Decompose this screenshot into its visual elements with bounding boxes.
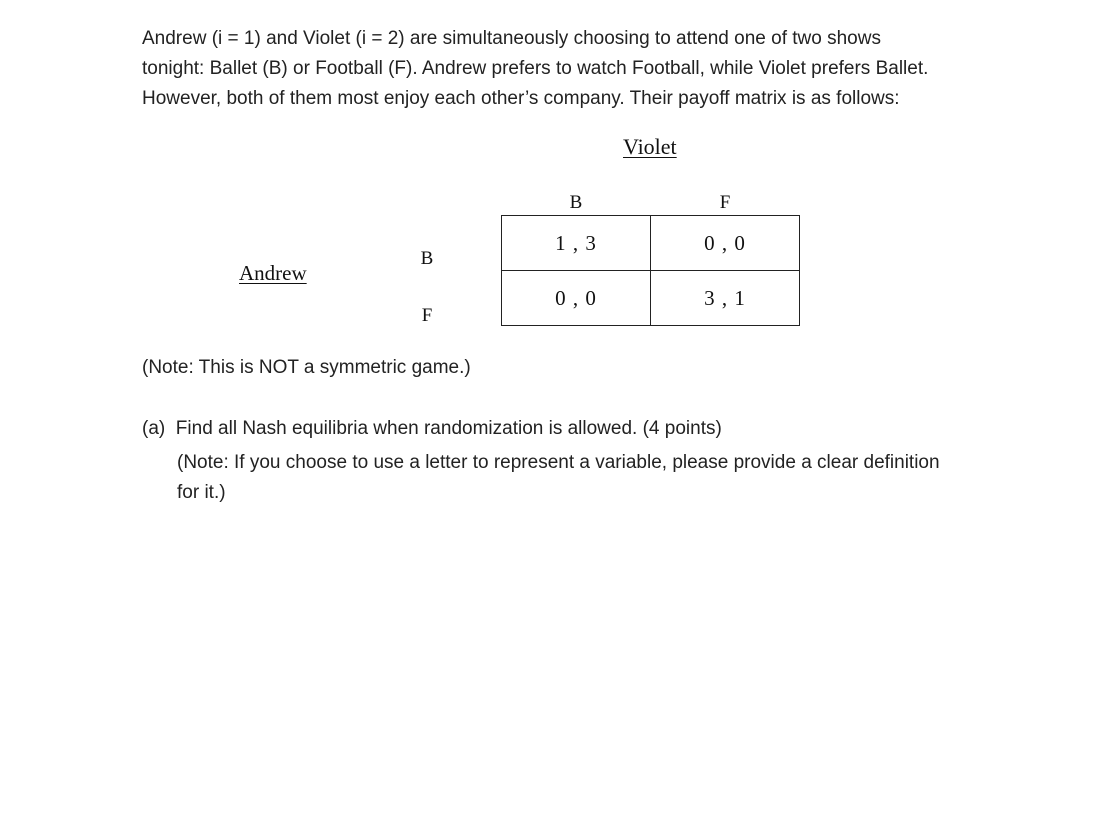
- payoff-cell-fb: 0 , 0: [502, 271, 651, 326]
- question-a-label: (a): [142, 418, 166, 439]
- question-a-note: [177, 448, 940, 508]
- intro-line-1: Andrew (i = 1) and Violet (i = 2) are simultaneously choosing to attend one of two shows: [142, 28, 881, 49]
- intro-line-3: However, both of them most enjoy each other’s company. Their payoff matrix is as follows:: [142, 88, 900, 109]
- intro-line-2: tonight: Ballet (B) or Football (F). Andrew prefers to watch Football, while Violet prefers Ballet.: [142, 58, 929, 79]
- payoff-cell-bf: 0 , 0: [651, 216, 800, 271]
- problem-statement: [142, 24, 962, 114]
- row-label-b: B: [420, 248, 434, 269]
- row-label-f: F: [421, 305, 433, 326]
- matrix-row-f: [502, 271, 800, 326]
- payoff-matrix: [501, 215, 800, 326]
- payoff-cell-bb: 1 , 3: [502, 216, 651, 271]
- matrix-row-b: [502, 216, 800, 271]
- row-player-label: Andrew: [239, 261, 307, 285]
- column-label-b: B: [569, 192, 583, 213]
- question-a-note-line-1: (Note: If you choose to use a letter to represent a variable, please provide a clear definition: [177, 452, 940, 473]
- symmetry-note: (Note: This is NOT a symmetric game.): [142, 357, 471, 378]
- question-a-note-line-2: for it.): [177, 482, 226, 503]
- question-a-text: Find all Nash equilibria when randomization is allowed. (4 points): [175, 418, 722, 439]
- column-player-label: Violet: [623, 134, 677, 159]
- column-label-f: F: [719, 192, 731, 213]
- question-a: [142, 418, 722, 440]
- payoff-cell-ff: 3 , 1: [651, 271, 800, 326]
